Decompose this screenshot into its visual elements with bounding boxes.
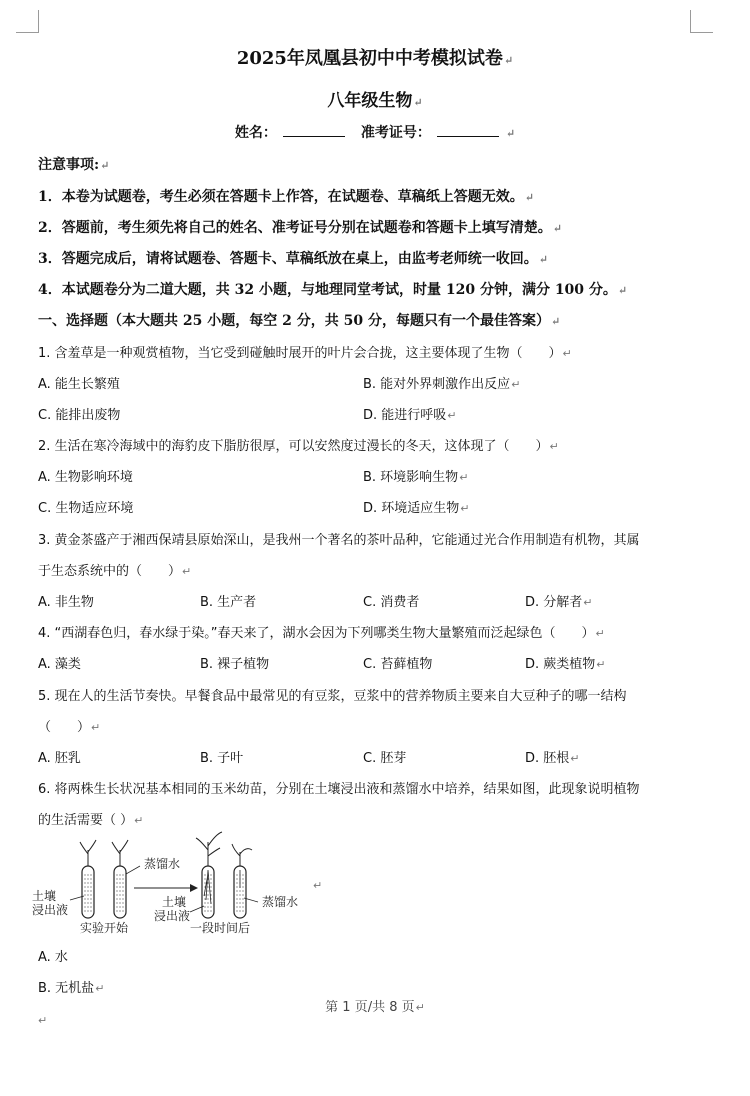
question-6-stem-cont: 的生活需要（ ）↵ — [38, 813, 144, 828]
question-5-stem: 5. 现在人的生活节奏快。早餐食品中最常见的有豆浆，豆浆中的营养物质主要来自大豆种子的哪一结构 — [38, 689, 627, 704]
name-blank — [283, 124, 345, 137]
candidate-info-line: 姓名： 准考证号： ↵ — [234, 125, 516, 141]
end-para-mark: ↵ — [38, 1014, 48, 1027]
q5-option-c: C. 胚芽 — [363, 751, 407, 766]
seedling-icon — [112, 840, 128, 866]
fig-label-start: 实验开始 — [80, 921, 129, 935]
fig-label-water-right: 蒸馏水 — [262, 895, 299, 909]
question-5-stem-cont: （ ）↵ — [38, 720, 101, 735]
fig-label-later: 一段时间后 — [190, 921, 251, 935]
fig-label-water-top: 蒸馏水 — [144, 857, 181, 871]
seedling-icon — [232, 844, 252, 866]
q3-option-a: A. 非生物 — [38, 595, 94, 610]
fig-label-soil: 土壤 — [32, 889, 57, 903]
q5-option-d: D. 胚根↵ — [525, 751, 580, 766]
fig-label-soil-extract-mid: 浸出液 — [154, 909, 191, 923]
notice-item: 1．本卷为试题卷，考生必须在答题卡上作答，在试题卷、草稿纸上答题无效。↵ — [38, 189, 534, 205]
q6-option-a: A. 水 — [38, 950, 68, 965]
exam-title: 2025年凤凰县初中中考模拟试卷↵ — [236, 48, 514, 69]
q4-option-b: B. 裸子植物 — [200, 657, 270, 672]
question-3-stem: 3. 黄金茶盛产于湘西保靖县原始深山，是我州一个著名的茶叶品种，它能通过光合作用制造有机物，其属 — [38, 533, 640, 548]
exam-subtitle: 八年级生物↵ — [327, 91, 423, 111]
question-4-stem: 4. “西湖春色归，春水绿于染。”春天来了，湖水会因为下列哪类生物大量繁殖而泛起绿色（ ）↵ — [38, 626, 605, 641]
q1-option-c: C. 能排出废物 — [38, 408, 121, 423]
seedling-icon — [196, 832, 222, 866]
id-blank — [437, 124, 499, 137]
page-footer: 第 1 页/共 8 页↵ — [325, 1000, 425, 1015]
q3-option-d: D. 分解者↵ — [525, 595, 593, 610]
q2-option-a: A. 生物影响环境 — [38, 470, 133, 485]
corner-mark-right — [690, 10, 713, 33]
q3-option-b: B. 生产者 — [200, 595, 257, 610]
fig-label-soil-mid: 土壤 — [162, 895, 187, 909]
name-label: 姓名： — [234, 125, 277, 141]
notice-heading: 注意事项:↵ — [38, 157, 110, 173]
q5-option-b: B. 子叶 — [200, 751, 244, 766]
question-3-stem-cont: 于生态系统中的（ ）↵ — [38, 564, 192, 579]
question-1-stem: 1. 含羞草是一种观赏植物，当它受到碰触时展开的叶片会合拢，这主要体现了生物（ ）↵ — [38, 346, 572, 361]
q2-option-d: D. 环境适应生物↵ — [363, 501, 470, 516]
q4-option-c: C. 苔藓植物 — [363, 657, 433, 672]
question-6-stem: 6. 将两株生长状况基本相同的玉米幼苗，分别在土壤浸出液和蒸馏水中培养，结果如图，此现象说明植物 — [38, 782, 640, 797]
q4-option-a: A. 藻类 — [38, 657, 81, 672]
q5-option-a: A. 胚乳 — [38, 751, 81, 766]
q1-option-d: D. 能进行呼吸↵ — [363, 408, 457, 423]
figure-para-mark: ↵ — [313, 879, 323, 892]
q2-option-b: B. 环境影响生物↵ — [363, 470, 469, 485]
fig-label-soil-extract: 浸出液 — [32, 903, 69, 917]
experiment-figure — [30, 830, 330, 938]
q4-option-d: D. 蕨类植物↵ — [525, 657, 606, 672]
corner-mark-left — [16, 10, 39, 33]
section-heading: 一、选择题（本大题共 25 小题，每空 2 分，共 50 分，每题只有一个最佳答案）↵ — [38, 313, 561, 329]
q1-option-b: B. 能对外界刺激作出反应↵ — [363, 377, 521, 392]
notice-item: 3．答题完成后，请将试题卷、答题卡、草稿纸放在桌上，由监考老师统一收回。↵ — [38, 251, 548, 267]
q6-option-b: B. 无机盐↵ — [38, 981, 105, 996]
notice-item: 4．本试题卷分为二道大题，共 32 小题，与地理同堂考试，时量 120 分钟，满分 100 分。↵ — [38, 282, 628, 298]
id-label: 准考证号： — [360, 125, 431, 141]
question-2-stem: 2. 生活在寒冷海域中的海豹皮下脂肪很厚，可以安然度过漫长的冬天，这体现了（ ）↵ — [38, 439, 559, 454]
notice-item: 2．答题前，考生须先将自己的姓名、准考证号分别在试题卷和答题卡上填写清楚。↵ — [38, 220, 562, 236]
q3-option-c: C. 消费者 — [363, 595, 420, 610]
seedling-icon — [80, 840, 96, 866]
q2-option-c: C. 生物适应环境 — [38, 501, 134, 516]
q1-option-a: A. 能生长繁殖 — [38, 377, 120, 392]
